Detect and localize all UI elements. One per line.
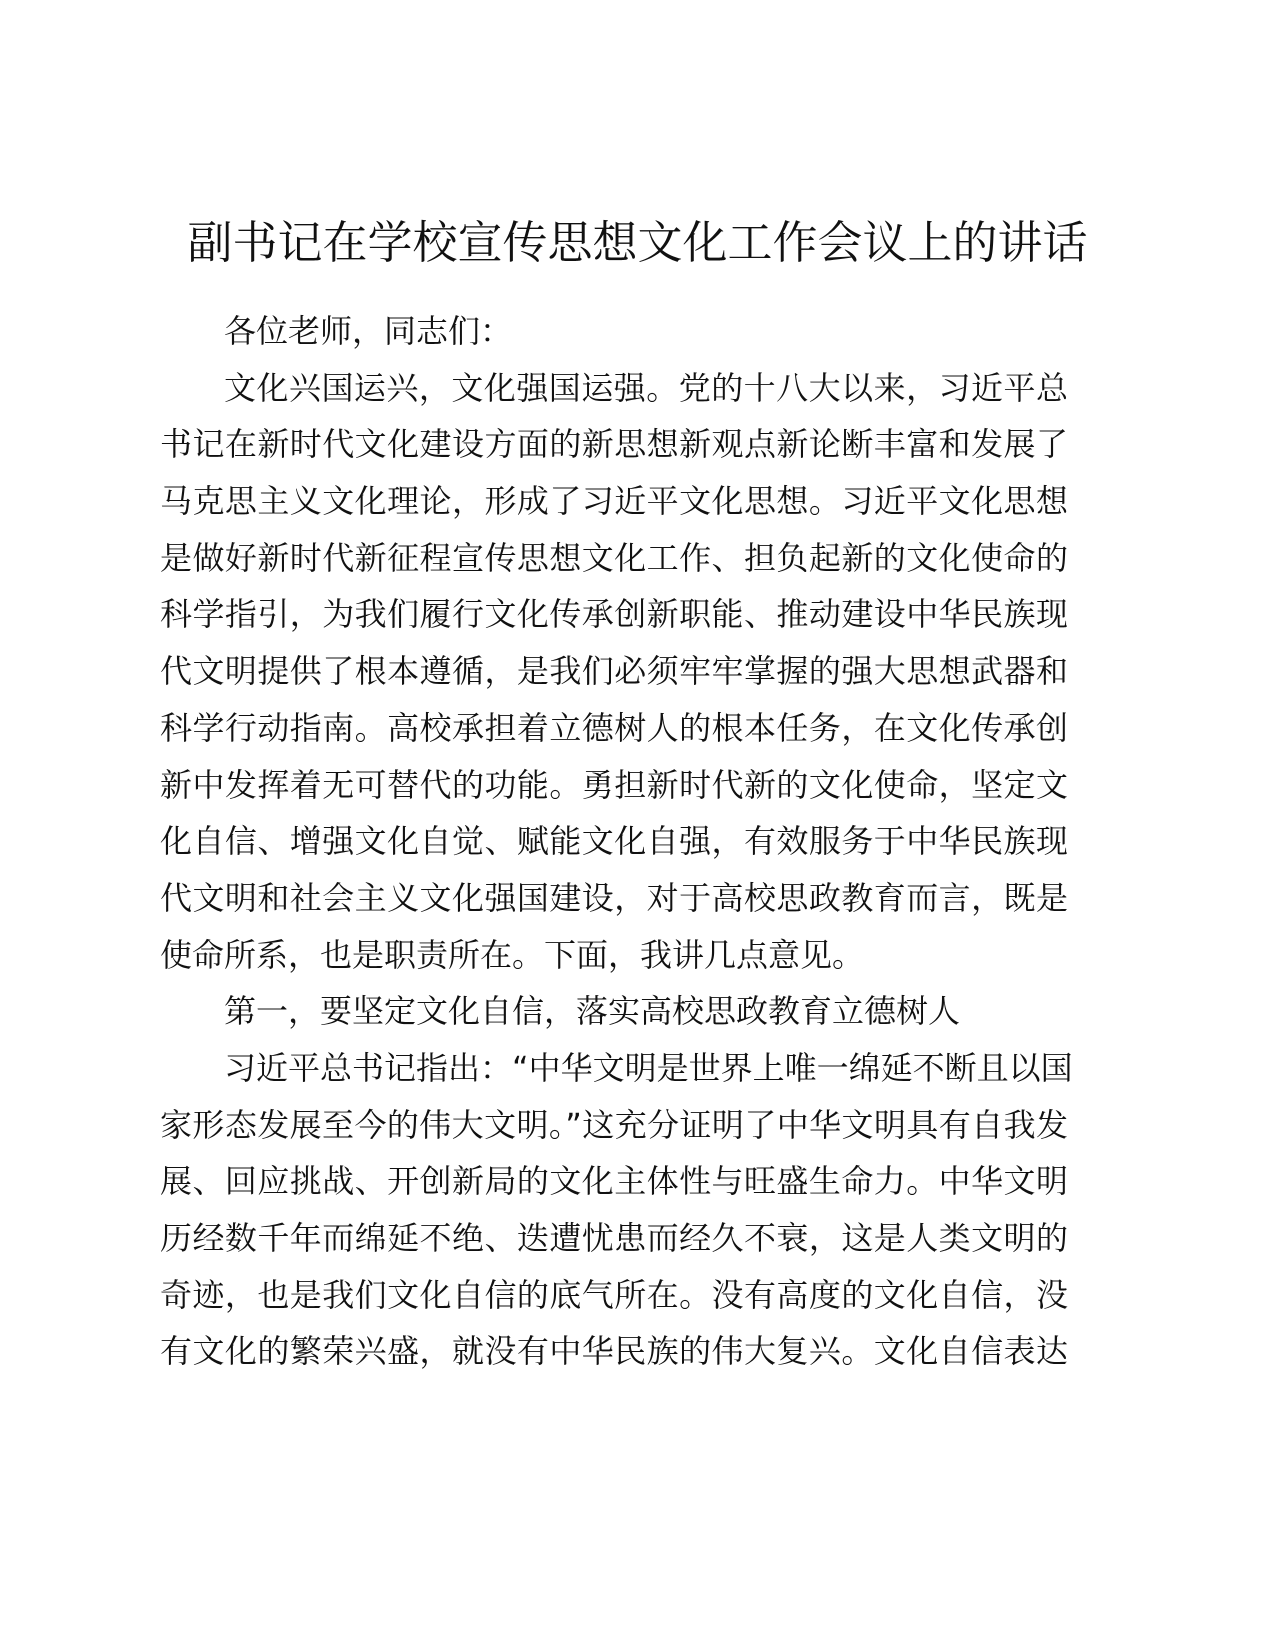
document-body [160, 303, 1073, 1380]
paragraph-line: 文化兴国运兴，文化强国运强。党的十八大以来，习近平总 [224, 368, 1068, 407]
paragraph-line: 科学指引，为我们履行文化传承创新职能、推动建设中华民族现 [160, 595, 1068, 634]
paragraph-line: 展、回应挑战、开创新局的文化主体性与旺盛生命力。中华文明 [160, 1162, 1068, 1201]
paragraph-line: 科学行动指南。高校承担着立德树人的根本任务，在文化传承创 [160, 708, 1068, 747]
paragraph-line: 使命所系，也是职责所在。下面，我讲几点意见。 [160, 935, 865, 974]
paragraph-line: 化自信、增强文化自觉、赋能文化自强，有效服务于中华民族现 [160, 822, 1068, 861]
paragraph-line: 奇迹，也是我们文化自信的底气所在。没有高度的文化自信，没 [160, 1275, 1068, 1314]
section-heading: 第一，要坚定文化自信，落实高校思政教育立德树人 [224, 992, 961, 1031]
document-title: 副书记在学校宣传思想文化工作会议上的讲话 [187, 216, 1088, 269]
paragraph-line: 习近平总书记指出：“中华文明是世界上唯一绵延不断且以国 [224, 1048, 1073, 1087]
paragraph-line: 有文化的繁荣兴盛，就没有中华民族的伟大复兴。文化自信表达 [160, 1332, 1068, 1371]
paragraph-line: 马克思主义文化理论，形成了习近平文化思想。习近平文化思想 [160, 482, 1068, 521]
paragraph-line: 书记在新时代文化建设方面的新思想新观点新论断丰富和发展了 [160, 425, 1068, 464]
paragraph-line: 家形态发展至今的伟大文明。”这充分证明了中华文明具有自我发 [160, 1105, 1068, 1144]
paragraph-line: 新中发挥着无可替代的功能。勇担新时代新的文化使命，坚定文 [160, 765, 1068, 804]
paragraph-line: 历经数千年而绵延不绝、迭遭忧患而经久不衰，这是人类文明的 [160, 1219, 1068, 1257]
salutation-line: 各位老师，同志们： [224, 312, 513, 350]
paragraph-line: 代文明提供了根本遵循，是我们必须牢牢掌握的强大思想武器和 [160, 652, 1068, 691]
paragraph-line: 是做好新时代新征程宣传思想文化工作、担负起新的文化使命的 [160, 538, 1068, 577]
paragraph-line: 代文明和社会主义文化强国建设，对于高校思政教育而言，既是 [160, 878, 1068, 917]
